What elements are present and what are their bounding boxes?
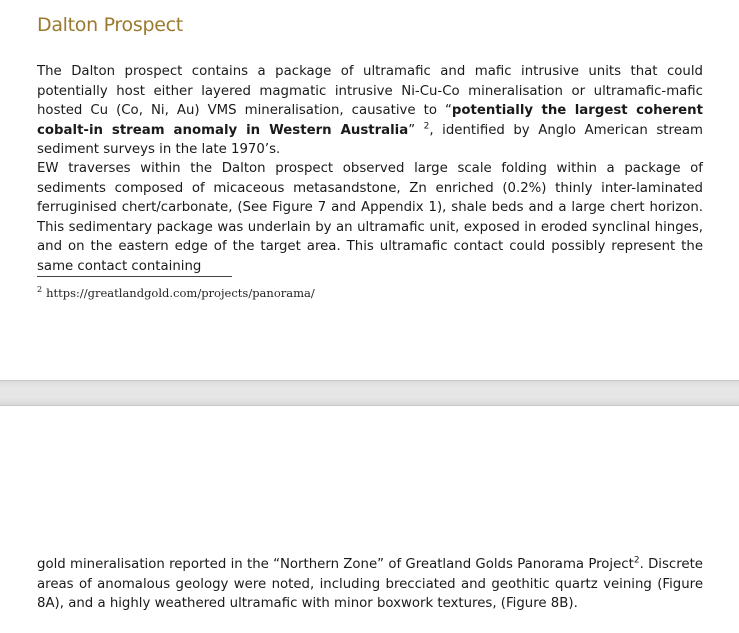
footnote-number: 2 xyxy=(37,285,43,295)
footnote-link[interactable]: https://greatlandgold.com/projects/panorama/ xyxy=(46,286,315,300)
footnote xyxy=(37,286,315,300)
paragraph-intro-text-1: The Dalton prospect contains a package of ultramafic and mafic intrusive units that could potentially host either layered magmatic intrusive Ni-Cu-Co mineralisation or ultramafic-mafic hosted Cu (Co, Ni, Au) VMS mineralisation, causative to “ xyxy=(37,64,703,118)
paragraph-intro-bold-quote: potentially the largest coherent cobalt-in stream anomaly in Western Australia xyxy=(37,103,703,138)
paragraph-traverses: EW traverses within the Dalton prospect observed large scale folding within a package of sediments composed of micaceous metasandstone, Zn enriched (0.2%) thinly inter-laminated ferruginised chert/carbonate, (See Figure 7 and Appendix 1), shale beds and a large chert horizon. This sedimentary package was underlain by an ultramafic unit, exposed in eroded synclinal hinges, and on the eastern edge of the target area. This ultramafic contact could possibly represent the same contact containing xyxy=(37,161,703,274)
section-heading: Dalton Prospect xyxy=(37,14,183,36)
footnote-reference-2[interactable]: 2 xyxy=(633,555,640,566)
paragraph-intro-text-3: , identified by Anglo American stream sediment surveys in the late 1970’s. xyxy=(37,122,703,157)
paragraph-continuation-text-1: gold mineralisation reported in the “Northern Zone” of Greatland Golds Panorama Project xyxy=(37,557,634,572)
page-separator xyxy=(0,380,739,406)
footnote-divider xyxy=(37,276,232,277)
paragraph-intro-text-2: ” xyxy=(408,122,424,138)
footnote-reference[interactable]: 2 xyxy=(423,121,430,132)
paragraph-intro xyxy=(37,62,703,160)
paragraph-continuation-text-2: . Discrete areas of anomalous geology were noted, including brecciated and geothitic quartz veining (Figure 8A), and a highly weathered ultramafic with minor boxwork textures, (Figure 8B). xyxy=(37,557,703,611)
paragraph-continuation xyxy=(37,555,703,614)
